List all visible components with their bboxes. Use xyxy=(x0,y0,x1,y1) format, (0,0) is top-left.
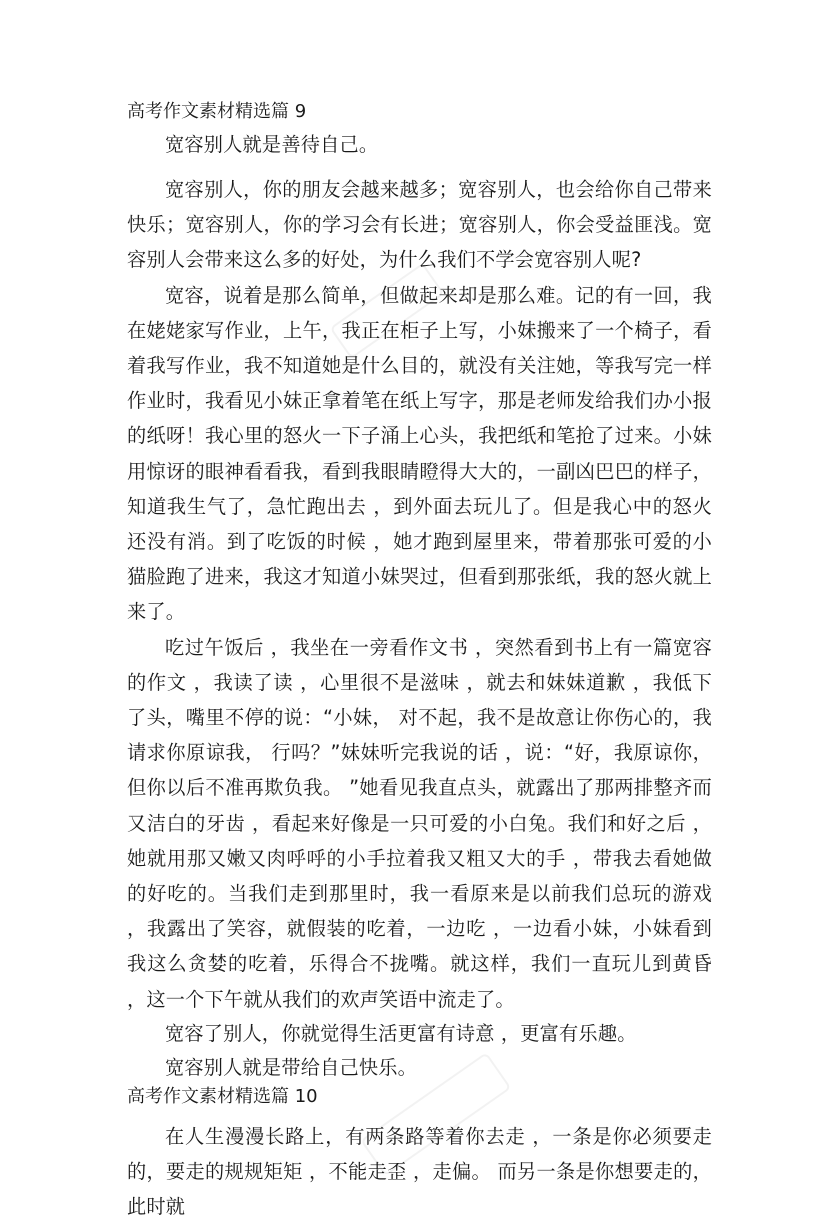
article-body xyxy=(127,98,712,1224)
paragraph: 宽容别人就是带给自己快乐。 xyxy=(165,1055,418,1079)
paragraph: 吃过午饭后 ，我坐在一旁看作文书 ，突然看到书上有一篇宽容的作文 ，我读了读 ，心里很不是滋味 ，就去和妹妹道歉 ，我低下了头，嘴里不停的说：“小妹， 对不起，我不是故意让你伤心的，我请求你原谅我， 行吗？”妹妹听完我说的话 ，说：“好，我原谅你，但你以后不准再欺负我。 ”她看见我直点头，就露出了那两排整齐而又洁白的牙齿 ，看起来好像是一只可爱的小白兔。我们和好之后 ，她就用那又嫩又肉呼呼的小手拉着我又粗又大的手 ，带我去看她做的好吃的。当我们走到那里时，我一看原来是以前我们总玩的游戏 ，我露出了笑容，就假装的吃着，一边吃 ，一边看小妹，小妹看到我这么贪婪的吃着，乐得合不拢嘴。就这样，我们一直玩儿到黄昏 ，这一个下午就从我们的欢声笑语中流走了。 xyxy=(127,635,712,1011)
section-title: 高考作文素材精选篇 10 xyxy=(127,1085,318,1107)
paragraph: 宽容了别人，你就觉得生活更富有诗意 ，更富有乐趣。 xyxy=(165,1021,637,1045)
paragraph: 在人生漫漫长路上，有两条路等着你去走 ，一条是你必须要走的，要走的规规矩矩 ，不能走歪 ，走偏。 而另一条是你想要走的， 此时就 xyxy=(127,1124,712,1219)
section-title: 高考作文素材精选篇 9 xyxy=(127,101,307,122)
paragraph: 宽容别人就是善待自己。 xyxy=(165,133,379,156)
paragraph: 宽容别人，你的朋友会越来越多；宽容别人，也会给你自己带来快乐；宽容别人，你的学习会有长进；宽容别人，你会受益匪浅。宽容别人会带来这么多的好处，为什么我们不学会宽容别人呢? xyxy=(127,178,712,272)
paragraph: 宽容，说着是那么简单，但做起来却是那么难。记的有一回，我在姥姥家写作业，上午，我正在柜子上写，小妹搬来了一个椅子，看着我写作业，我不知道她是什么目的，就没有关注她，等我写完一样作业时，我看见小妹正拿着笔在纸上写字，那是老师发给我们办小报的纸呀！我心里的怒火一下子涌上心头，我把纸和笔抢了过来。小妹用惊讶的眼神看看我，看到我眼睛瞪得大大的，一副凶巴巴的样子，知道我生气了，急忙跑出去 ，到外面去玩儿了。但是我心中的怒火还没有消。到了吃饭的时候 ，她才跑到屋里来，带着那张可爱的小猫脸跑了进来，我这才知道小妹哭过，但看到那张纸，我的怒火就上来了。 xyxy=(127,283,712,624)
